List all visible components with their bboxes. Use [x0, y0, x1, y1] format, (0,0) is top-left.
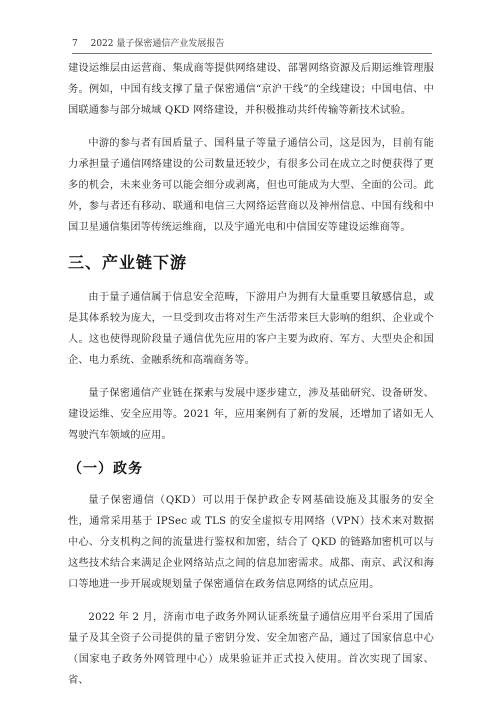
subsection-title-government: （一）政务	[68, 461, 143, 477]
report-title: 2022 量子保密通信产业发展报告	[90, 39, 225, 49]
running-header	[72, 38, 432, 54]
page-number: 7	[72, 39, 78, 49]
paragraph-qkd-government: 量子保密通信（QKD）可以用于保护政企专网基础设施及其服务的安全性，通常采用基于 IPSec 或 TLS 的安全虚拟专用网络（VPN）技术来对数据中心、分支机构之间的流量进行鉴权和加密，结合了 QKD 的链路加密机可以与这些技术结合来满足企业网络站点之间的信息加密需求。成都、南京、武汉和海口等地进一步开展或规划量子保密通信在政务信息网络的试点应用。	[68, 495, 434, 590]
paragraph-operations-layer: 建设运维层由运营商、集成商等提供网络建设、部署网络资源及后期运维管理服务。例如，中国有线支撑了量子保密通信“京沪干线”的全线建设；中国电信、中国联通参与部分城域 QKD 网络建设，并积极推动共纤传输等新技术试验。	[68, 63, 434, 116]
paragraph-jinan-case: 2022 年 2 月，济南市电子政务外网认证系统量子通信应用平台采用了国盾量子及其全资子公司提供的量子密钥分发、安全加密产品，通过了国家信息中心（国家电子政务外网管理中心）成果验证并正式投入使用。首次实现了国家、省、	[68, 612, 434, 686]
paragraph-industry-chain: 量子保密通信产业链在探索与发展中逐步建立，涉及基础研究、设备研发、建设运维、安全应用等。2021 年，应用案例有了新的发展，还增加了诸如无人驾驶汽车领域的应用。	[68, 388, 434, 441]
paragraph-midstream-participants: 中游的参与者有国盾量子、国科量子等量子通信公司，这是因为，目前有能力承担量子通信网络建设的公司数量还较少，有很多公司在成立之时便获得了更多的机会，未来业务可以能会细分或剥离，但也可能成为大型、全面的公司。此外，参与者还有移动、联通和电信三大网络运营商以及神州信息、中国有线和中国卫星通信集团等传统运维商，以及宇通光电和中信国安等建设运维商等。	[68, 138, 434, 233]
paragraph-downstream-users: 由于量子通信属于信息安全范畴，下游用户为拥有大量重要且敏感信息，或是其体系较为庞大，一旦受到攻击将对生产生活带来巨大影响的组织、企业或个人。这也使得现阶段量子通信优先应用的客户主要为政府、军方、大型央企和国企、电力系统、金融系统和高端商务等。	[68, 292, 434, 366]
section-title-downstream: 三、产业链下游	[68, 253, 188, 272]
page-body	[68, 58, 434, 703]
